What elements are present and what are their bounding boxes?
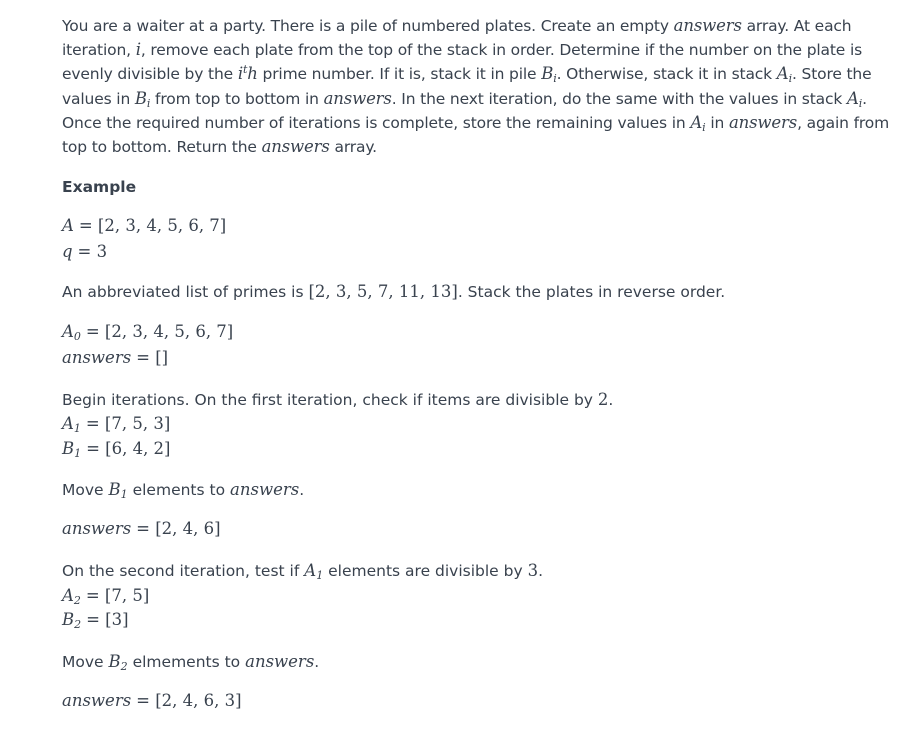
intro-paragraph: You are a waiter at a party. There is a pile of numbered plates. Create an empty answers array. At each iteration, i, remove each plate from the top of the stack in order. Determine if the number on the plate is evenly divisible by the $i^th$ prime number. If it is, stack it in pile $B_i$. Otherwise, stack it in stack $A_i$. Store the values in $B_i$ from top to bottom in answers. In the next iteration, do the same with the values in stack $A_i$. Once the required number of iterations is complete, store the remaining values in $A_i$ in answers, again from top to bottom. Return the answers array. bbox=[62, 16, 890, 157]
b1-equation: $B_1 = [6$, 4, 2] bbox=[62, 439, 171, 460]
math-answers: answers bbox=[261, 137, 330, 157]
math-a-i: $A_i$ bbox=[776, 64, 792, 86]
answers-after-iteration-2: answers = [2, 4, 6, 3] bbox=[62, 691, 242, 710]
math-i: i bbox=[135, 40, 141, 60]
b2-equation: $B_2 = [3]$ bbox=[62, 610, 129, 631]
math-a-i: $A_i$ bbox=[690, 112, 706, 134]
a0-equation: $A_0 = [2$, 3, 4, 5, 6, 7] bbox=[62, 322, 234, 343]
iteration-1-text: Begin iterations. On the first iteration, check if items are divisible by 2. bbox=[62, 390, 614, 409]
move-b2-text: Move $B_2$ elmements to answers. bbox=[62, 652, 320, 673]
answers-initial-equation: answers = [] bbox=[62, 348, 169, 367]
math-b-i: $B_i$ bbox=[541, 64, 557, 86]
primes-sentence: An abbreviated list of primes is [2, 3, 5, 7, 11, 13]. Stack the plates in reverse order. bbox=[62, 282, 726, 301]
math-answers: answers bbox=[728, 112, 798, 132]
example-heading: Example bbox=[62, 178, 137, 196]
math-answers: answers bbox=[673, 16, 742, 35]
move-b1-text: Move $B_1$ elements to answers. bbox=[62, 480, 305, 501]
math-a-i: $A_i$ bbox=[846, 88, 863, 110]
math-ith: $i^th$ bbox=[237, 63, 258, 84]
a2-equation: $A_2 = [7$, 5] bbox=[62, 586, 150, 607]
math-b-i: $B_i$ bbox=[134, 88, 151, 110]
primes-list: [2, 3, 5, 7, 11, 13] bbox=[308, 282, 458, 301]
example-a-equation: A = [2, 3, 4, 5, 6, 7] bbox=[62, 216, 227, 235]
math-answers: answers bbox=[323, 88, 392, 108]
example-q-equation: q = 3 bbox=[62, 242, 108, 261]
a1-equation: $A_1 = [7$, 5, 3] bbox=[62, 414, 171, 435]
iteration-2-text: On the second iteration, test if $A_1$ elements are divisible by 3. bbox=[62, 561, 544, 582]
answers-after-iteration-1: answers = [2, 4, 6] bbox=[62, 519, 221, 538]
